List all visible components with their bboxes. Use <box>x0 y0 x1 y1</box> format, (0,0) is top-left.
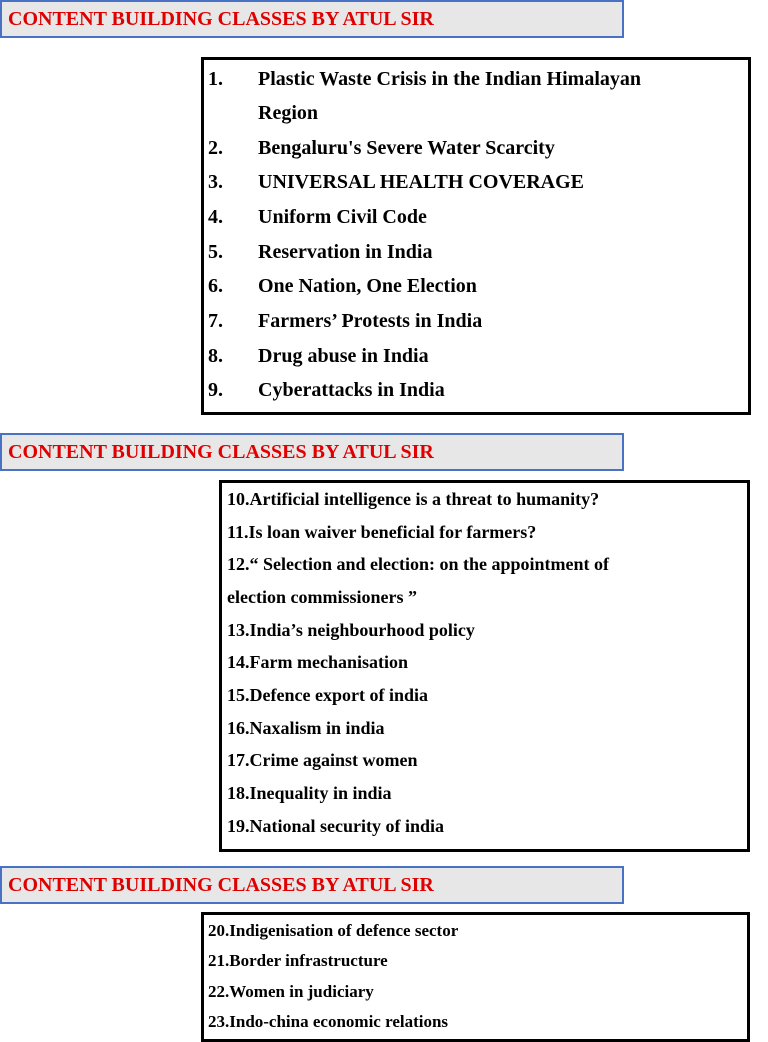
list-item: 19.National security of india <box>227 816 445 836</box>
item-number: 4. <box>208 206 223 228</box>
section-3-header: CONTENT BUILDING CLASSES BY ATUL SIR <box>0 866 624 904</box>
item-text: Drug abuse in India <box>258 345 429 367</box>
list-item: 16.Naxalism in india <box>227 718 385 738</box>
item-number: 3. <box>208 171 223 193</box>
item-number: 8. <box>208 345 223 367</box>
item-text: Plastic Waste Crisis in the Indian Himalayan <box>258 68 642 90</box>
item-text: Cyberattacks in India <box>258 379 445 401</box>
list-item: election commissioners ” <box>227 587 417 607</box>
list-item: 10.Artificial intelligence is a threat to humanity? <box>227 489 600 509</box>
list-item: 22.Women in judiciary <box>208 982 374 1001</box>
section-2-topic-box <box>219 480 750 852</box>
list-item: 17.Crime against women <box>227 750 418 770</box>
item-text: Region <box>258 102 318 124</box>
section-1-topic-box <box>201 57 751 415</box>
item-number: 1. <box>208 68 223 90</box>
list-item: 15.Defence export of india <box>227 685 428 705</box>
item-text: Uniform Civil Code <box>258 206 427 228</box>
item-number: 9. <box>208 379 223 401</box>
section-3-topic-box <box>201 912 750 1042</box>
item-text: Bengaluru's Severe Water Scarcity <box>258 137 555 159</box>
item-number: 2. <box>208 137 223 159</box>
item-text: UNIVERSAL HEALTH COVERAGE <box>258 171 585 193</box>
section-2-header: CONTENT BUILDING CLASSES BY ATUL SIR <box>0 433 624 471</box>
list-item: 12.“ Selection and election: on the appointment of <box>227 554 609 574</box>
list-item: 23.Indo-china economic relations <box>208 1012 449 1031</box>
list-item: 21.Border infrastructure <box>208 951 388 970</box>
item-number: 5. <box>208 241 223 263</box>
list-item: 14.Farm mechanisation <box>227 652 408 672</box>
section-1-header: CONTENT BUILDING CLASSES BY ATUL SIR <box>0 0 624 38</box>
item-text: Reservation in India <box>258 241 433 263</box>
list-item: 13.India’s neighbourhood policy <box>227 620 475 640</box>
item-number: 6. <box>208 275 223 297</box>
list-item: 11.Is loan waiver beneficial for farmers? <box>227 522 537 542</box>
item-number: 7. <box>208 310 223 332</box>
list-item: 18.Inequality in india <box>227 783 392 803</box>
list-item: 20.Indigenisation of defence sector <box>208 921 459 940</box>
item-text: One Nation, One Election <box>258 275 477 297</box>
item-text: Farmers’ Protests in India <box>258 310 483 332</box>
